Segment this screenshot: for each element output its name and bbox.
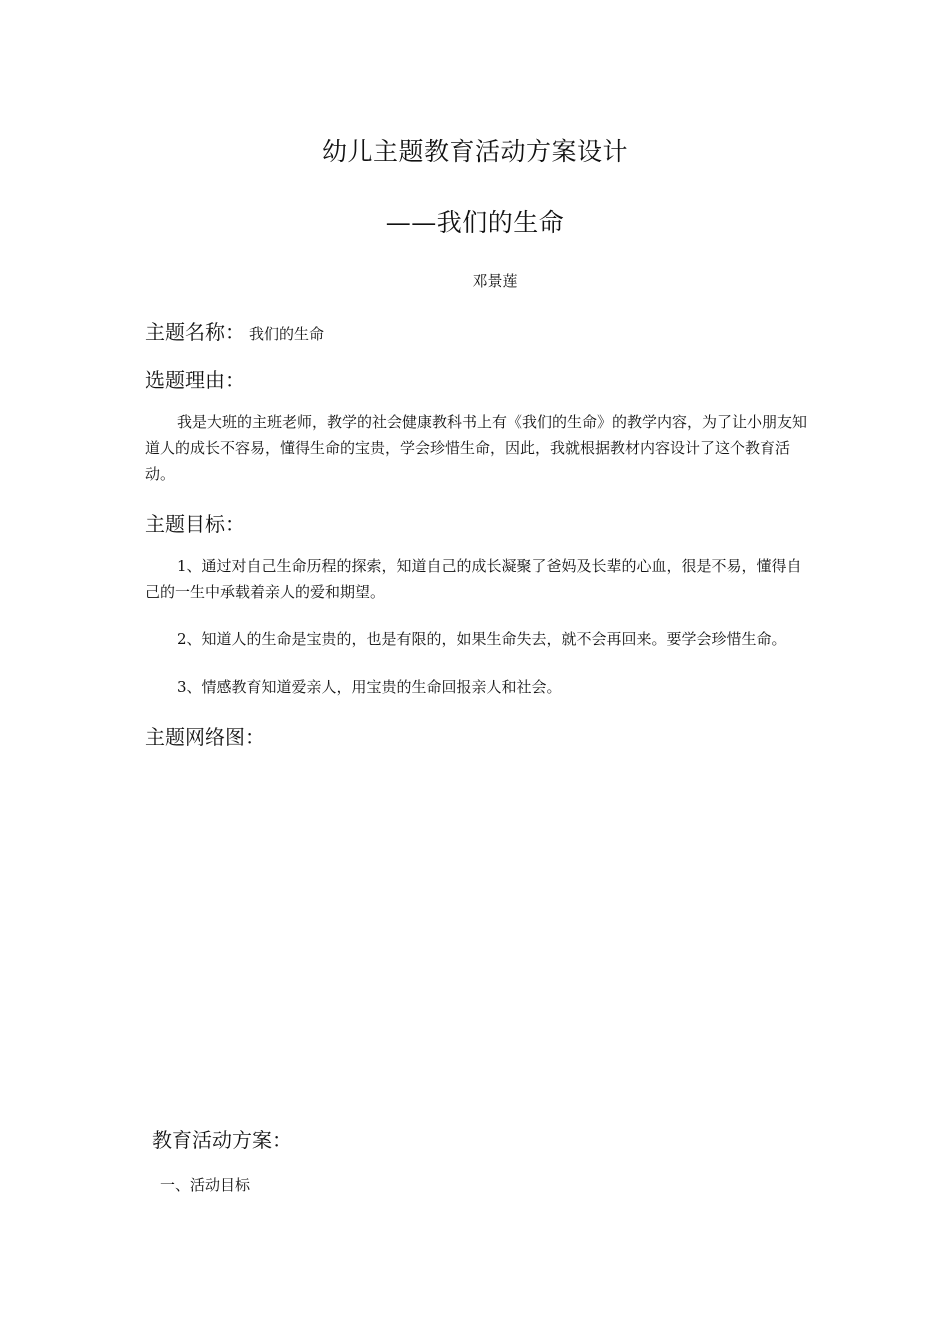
document-title: 幼儿主题教育活动方案设计: [321, 137, 628, 166]
theme-name-value: 我们的生命: [249, 325, 325, 343]
plan-heading: 教育活动方案：: [152, 1128, 292, 1152]
goal-item-3: 3、情感教育知道爱亲人，用宝贵的生命回报亲人和社会。: [177, 678, 562, 696]
reason-paragraph: 我是大班的主班老师，教学的社会健康教科书上有《我们的生命》的教学内容，为了让小朋友知道人的成长不容易，懂得生命的宝贵，学会珍惜生命，因此，我就根据教材内容设计了这个教育活动。: [145, 413, 808, 483]
author-name: 邓景莲: [472, 272, 518, 290]
document-subtitle: ——我们的生命: [385, 208, 565, 237]
goals-heading: 主题目标：: [145, 512, 245, 536]
plan-sub-item: 一、活动目标: [160, 1176, 251, 1194]
goal-item-1: 1、通过对自己生命历程的探索，知道自己的成长凝聚了爸妈及长辈的心血，很是不易，懂得自己的一生中承载着亲人的爱和期望。: [145, 557, 802, 601]
theme-name-heading: 主题名称：: [145, 320, 245, 344]
network-heading: 主题网络图：: [145, 725, 265, 749]
reason-heading: 选题理由：: [145, 368, 245, 392]
theme-name-row: [145, 316, 324, 345]
goal-item-2: 2、知道人的生命是宝贵的，也是有限的，如果生命失去，就不会再回来。要学会珍惜生命。: [177, 630, 787, 648]
